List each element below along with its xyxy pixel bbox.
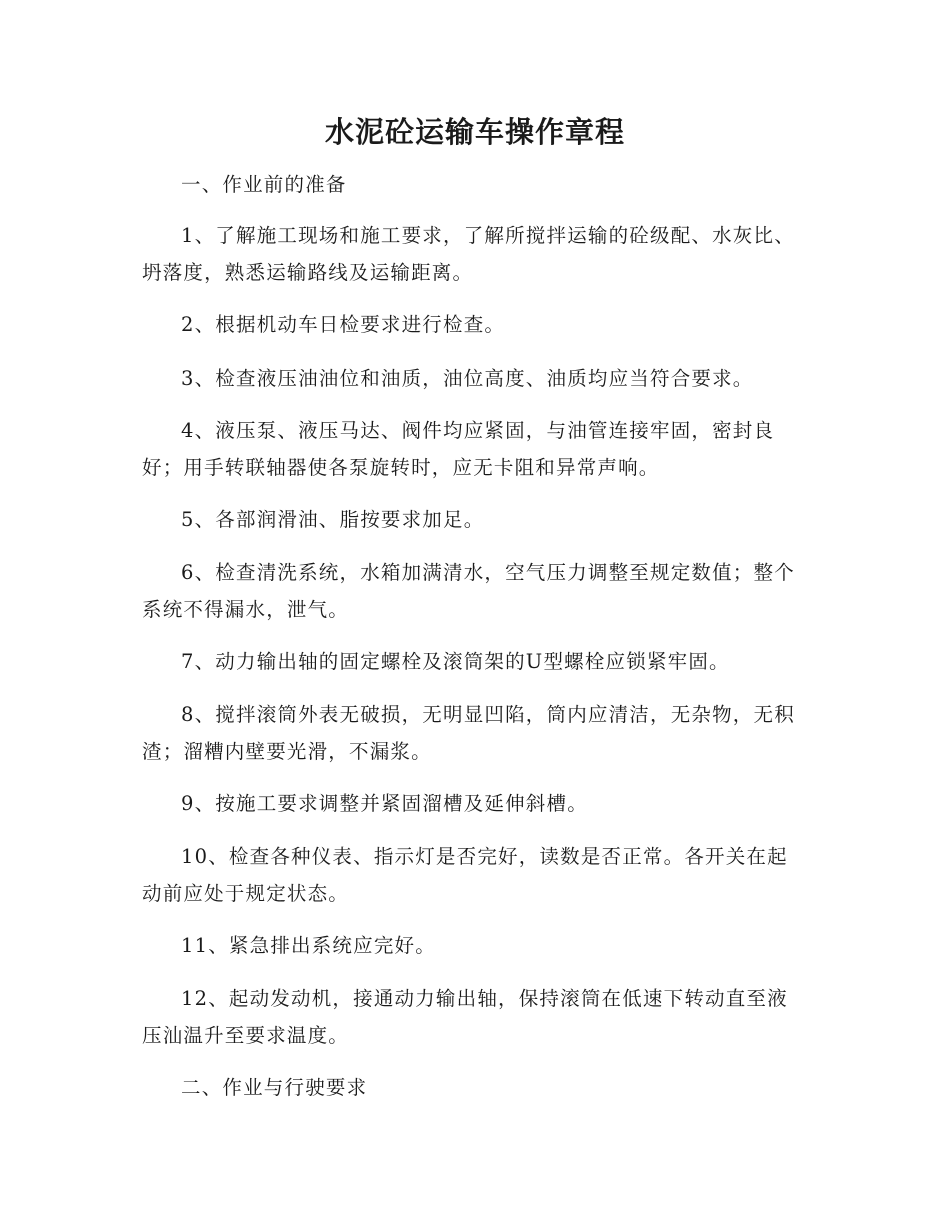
paragraph-item-4: 4、液压泵、液压马达、阀件均应紧固，与油管连接牢固，密封良好；用手转联轴器使各泵旋转时，应无卡阻和异常声响。 <box>142 419 775 479</box>
paragraph-item-1: 1、了解施工现场和施工要求，了解所搅拌运输的砼级配、水灰比、坍落度，熟悉运输路线及运输距离。 <box>142 224 795 284</box>
section-heading-preparation: 一、作业前的准备 <box>181 173 347 196</box>
paragraph-item-9: 9、按施工要求调整并紧固溜槽及延伸斜槽。 <box>181 792 588 815</box>
paragraph-item-12: 12、起动发动机，接通动力输出轴，保持滚筒在低速下转动直至液压汕温升至要求温度。 <box>142 987 788 1047</box>
section-heading-operation: 二、作业与行驶要求 <box>181 1076 368 1099</box>
paragraph-item-11: 11、紧急排出系统应完好。 <box>181 934 436 957</box>
paragraph-item-6: 6、检查清洗系统，水箱加满清水，空气压力调整至规定数值；整个系统不得漏水，泄气。 <box>142 561 795 621</box>
paragraph-item-7: 7、动力输出轴的固定螺栓及滚筒架的U型螺栓应锁紧牢固。 <box>181 650 730 673</box>
document-title: 水泥砼运输车操作章程 <box>324 115 625 149</box>
paragraph-item-10: 10、检查各种仪表、指示灯是否完好，读数是否正常。各开关在起动前应处于规定状态。 <box>142 845 788 905</box>
paragraph-item-8: 8、搅拌滚筒外表无破损，无明显凹陷，筒内应清洁，无杂物，无积渣；溜糟内壁要光滑，不漏浆。 <box>142 703 795 763</box>
paragraph-item-3: 3、检查液压油油位和油质，油位高度、油质均应当符合要求。 <box>181 367 754 390</box>
paragraph-item-5: 5、各部润滑油、脂按要求加足。 <box>181 508 485 531</box>
paragraph-item-2: 2、根据机动车日检要求进行检查。 <box>181 313 506 336</box>
